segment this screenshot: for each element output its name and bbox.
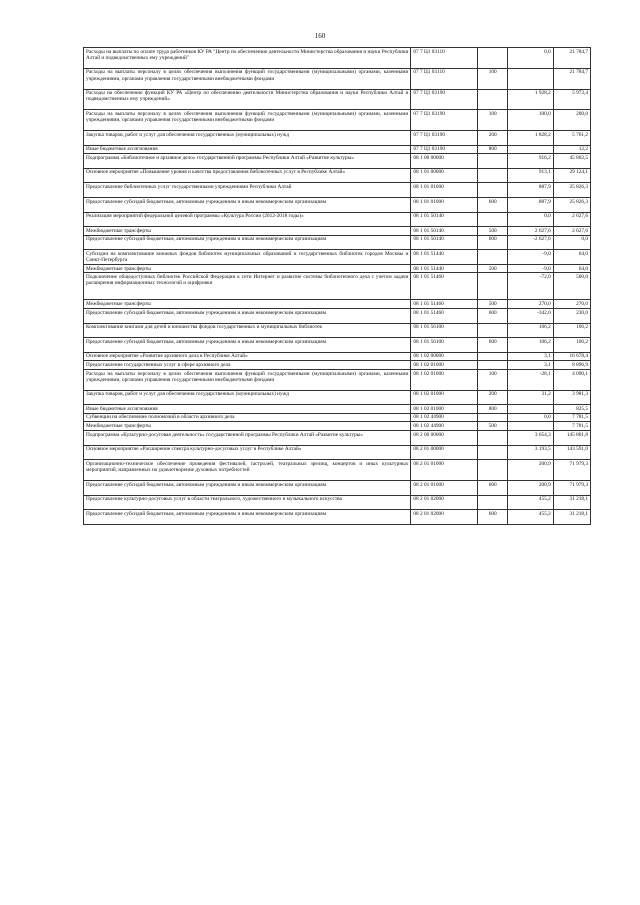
- row-total-cell: 4 090,1: [553, 369, 590, 390]
- row-name-cell: Основное мероприятие «Развитие архивного дела в Республике Алтай»: [84, 352, 411, 361]
- row-expense-type-cell: 500: [478, 227, 508, 236]
- row-change-cell: 887,9: [508, 183, 554, 198]
- row-name-cell: Иные бюджетные ассигнования: [84, 145, 411, 154]
- row-change-cell: 2 627,6: [508, 227, 554, 236]
- row-code-cell: 07 7 Ц1 03190: [411, 145, 478, 154]
- row-change-cell: 916,2: [508, 154, 554, 169]
- row-code-cell: 08 1 01 01000: [411, 183, 478, 198]
- row-expense-type-cell: [478, 48, 508, 69]
- table-row: [84, 309, 591, 324]
- row-total-cell: 2 627,6: [553, 212, 590, 227]
- row-code-cell: 07 7 Ц1 03190: [411, 131, 478, 146]
- row-total-cell: 21 784,7: [553, 68, 590, 89]
- row-total-cell: 2 627,6: [553, 227, 590, 236]
- row-total-cell: 64,0: [553, 264, 590, 273]
- row-change-cell: 0,0: [508, 48, 554, 69]
- row-total-cell: 5 973,4: [553, 89, 590, 110]
- row-change-cell: 1 928,2: [508, 89, 554, 110]
- row-code-cell: 08 1 01 51460: [411, 273, 478, 300]
- row-total-cell: 106,2: [553, 338, 590, 353]
- row-total-cell: 25 826,3: [553, 198, 590, 213]
- row-change-cell: [508, 68, 554, 89]
- row-code-cell: 08 1 01 56100: [411, 323, 478, 338]
- row-expense-type-cell: 500: [478, 264, 508, 273]
- row-expense-type-cell: 600: [478, 309, 508, 324]
- row-total-cell: 106,2: [553, 323, 590, 338]
- row-code-cell: 07 7 Ц1 03110: [411, 68, 478, 89]
- row-code-cell: 08 1 02 44900: [411, 422, 478, 431]
- table-row: [84, 89, 591, 110]
- row-change-cell: -342,0: [508, 309, 554, 324]
- row-name-cell: Предоставление субсидий бюджетным, автономным учреждениям и иным некоммерческим организациям: [84, 235, 411, 250]
- row-expense-type-cell: 100: [478, 369, 508, 390]
- row-total-cell: 7 781,5: [553, 413, 590, 422]
- row-change-cell: 0,0: [508, 413, 554, 422]
- row-code-cell: 08 1 01 01000: [411, 198, 478, 213]
- row-name-cell: Комплектование книгами для детей и юношества фондов государственных и муниципальных библиотек: [84, 323, 411, 338]
- row-change-cell: -28,1: [508, 369, 554, 390]
- row-code-cell: 08 1 02 44900: [411, 413, 478, 422]
- row-change-cell: 3 193,5: [508, 445, 554, 460]
- row-expense-type-cell: [478, 250, 508, 265]
- row-change-cell: 455,2: [508, 495, 554, 510]
- row-code-cell: 08 1 02 01000: [411, 361, 478, 370]
- row-total-cell: 7 781,5: [553, 422, 590, 431]
- row-change-cell: 106,2: [508, 323, 554, 338]
- row-expense-type-cell: 200: [478, 131, 508, 146]
- row-total-cell: 3 981,3: [553, 390, 590, 405]
- row-total-cell: 500,0: [553, 273, 590, 300]
- row-name-cell: Межбюджетные трансферты: [84, 422, 411, 431]
- row-expense-type-cell: 600: [478, 235, 508, 250]
- row-total-cell: 31 218,1: [553, 510, 590, 525]
- row-name-cell: Предоставление библиотечных услуг государственными учреждениями Республики Алтай: [84, 183, 411, 198]
- table-row: [84, 369, 591, 390]
- row-expense-type-cell: 600: [478, 338, 508, 353]
- row-expense-type-cell: 800: [478, 145, 508, 154]
- row-expense-type-cell: 500: [478, 422, 508, 431]
- row-name-cell: Предоставление культурно-досуговых услуг в области театрального, художественного и музыкального искусства: [84, 495, 411, 510]
- table-row: [84, 413, 591, 422]
- page-number: 160: [314, 32, 326, 40]
- row-name-cell: Расходы на обеспечение функций КУ РА «Центр по обеспечению деятельности Министерства образования и науки Республики Алтай и подведомственных ему учреждений»: [84, 89, 411, 110]
- table-row: [84, 48, 591, 69]
- table-row: [84, 422, 591, 431]
- row-name-cell: Организационно-техническое обеспечение проведения фестивалей, гастролей, театральных зрелищ, концертов и иных культурных мероприятий, направленных на удовлетворение духовных потребностей: [84, 460, 411, 481]
- row-change-cell: 100,0: [508, 110, 554, 131]
- row-expense-type-cell: [478, 154, 508, 169]
- row-total-cell: 16 678,4: [553, 352, 590, 361]
- row-change-cell: 3,1: [508, 352, 554, 361]
- row-name-cell: Реализация мероприятий федеральной целевой программы «Культура России (2012-2018 годы)»: [84, 212, 411, 227]
- row-code-cell: 08 1 01 50140: [411, 227, 478, 236]
- row-code-cell: 08 1 01 51460: [411, 309, 478, 324]
- row-expense-type-cell: 600: [478, 198, 508, 213]
- row-name-cell: Предоставление субсидий бюджетным, автономным учреждениям и иным некоммерческим организациям: [84, 338, 411, 353]
- table-row: [84, 264, 591, 273]
- row-code-cell: 07 7 Ц1 03190: [411, 110, 478, 131]
- table-row: [84, 227, 591, 236]
- row-name-cell: Расходы на выплаты по оплате труда работников КУ РА "Центр по обеспечению деятельности Министерства образования и науки Республики Алтай и подведомственных ему учреждений": [84, 48, 411, 69]
- table-row: [84, 273, 591, 300]
- row-change-cell: -9,0: [508, 250, 554, 265]
- row-change-cell: 0,0: [508, 212, 554, 227]
- row-code-cell: 08 1 01 00000: [411, 168, 478, 183]
- row-code-cell: 08 1 02 00000: [411, 352, 478, 361]
- row-name-cell: Иные бюджетные ассигнования: [84, 405, 411, 414]
- row-change-cell: 455,2: [508, 510, 554, 525]
- row-expense-type-cell: 100: [478, 110, 508, 131]
- row-name-cell: Межбюджетные трансферты: [84, 300, 411, 309]
- row-total-cell: 825,5: [553, 405, 590, 414]
- row-name-cell: Межбюджетные трансферты: [84, 264, 411, 273]
- table-row: [84, 198, 591, 213]
- row-expense-type-cell: 800: [478, 405, 508, 414]
- row-total-cell: 29 124,1: [553, 168, 590, 183]
- row-code-cell: 08 2 00 00000: [411, 431, 478, 446]
- row-change-cell: -9,0: [508, 264, 554, 273]
- table-row: [84, 235, 591, 250]
- table-row: [84, 110, 591, 131]
- row-total-cell: 270,0: [553, 300, 590, 309]
- row-expense-type-cell: 600: [478, 480, 508, 495]
- row-name-cell: Закупка товаров, работ и услуг для обеспечения государственных (муниципальных) нужд: [84, 131, 411, 146]
- row-name-cell: Предоставление субсидий бюджетным, автономным учреждениям и иным некоммерческим организациям: [84, 510, 411, 525]
- row-total-cell: 71 979,3: [553, 460, 590, 481]
- row-change-cell: 3 654,3: [508, 431, 554, 446]
- row-total-cell: 71 979,3: [553, 480, 590, 495]
- row-expense-type-cell: [478, 183, 508, 198]
- row-code-cell: 08 1 01 51440: [411, 264, 478, 273]
- row-change-cell: 3,1: [508, 361, 554, 370]
- row-expense-type-cell: [478, 460, 508, 481]
- row-name-cell: Подключение общедоступных библиотек Российской Федерации к сети Интернет и развитие системы библиотечного дела с учетом задачи расширения информационных технологий и оцифровки: [84, 273, 411, 300]
- table-row: [84, 68, 591, 89]
- row-change-cell: 106,2: [508, 338, 554, 353]
- row-code-cell: 08 1 01 51460: [411, 300, 478, 309]
- row-change-cell: 31,2: [508, 390, 554, 405]
- row-expense-type-cell: 600: [478, 510, 508, 525]
- row-expense-type-cell: 500: [478, 300, 508, 309]
- row-expense-type-cell: [478, 352, 508, 361]
- row-change-cell: 1 828,2: [508, 131, 554, 146]
- table-row: [84, 154, 591, 169]
- row-code-cell: 08 2 01 01000: [411, 460, 478, 481]
- row-total-cell: 5 761,2: [553, 131, 590, 146]
- row-code-cell: 08 1 01 56100: [411, 338, 478, 353]
- row-expense-type-cell: [478, 273, 508, 300]
- row-code-cell: 08 2 01 02000: [411, 495, 478, 510]
- row-total-cell: 45 802,5: [553, 154, 590, 169]
- row-code-cell: 08 1 02 01000: [411, 405, 478, 414]
- table-row: [84, 168, 591, 183]
- table-row: [84, 460, 591, 481]
- row-expense-type-cell: [478, 168, 508, 183]
- row-expense-type-cell: [478, 413, 508, 422]
- row-name-cell: Межбюджетные трансферты: [84, 227, 411, 236]
- row-change-cell: 200,9: [508, 460, 554, 481]
- row-expense-type-cell: [478, 495, 508, 510]
- row-name-cell: Расходы на выплаты персоналу в целях обеспечения выполнения функций государственными (муниципальными) органами, казенными учреждениями, органами управления государственными внебюджетными фондами: [84, 110, 411, 131]
- row-total-cell: 0,0: [553, 235, 590, 250]
- table-row: [84, 390, 591, 405]
- row-name-cell: Расходы на выплаты персоналу в целях обеспечения выполнения функций государственными (муниципальными) органами, казенными учреждениями, органами управления государственными внебюджетными фондами: [84, 369, 411, 390]
- row-code-cell: 07 7 Ц1 03190: [411, 89, 478, 110]
- row-code-cell: 08 2 01 02000: [411, 510, 478, 525]
- table-row: [84, 510, 591, 525]
- row-total-cell: 143 591,0: [553, 445, 590, 460]
- row-total-cell: 200,0: [553, 110, 590, 131]
- row-expense-type-cell: [478, 89, 508, 110]
- row-name-cell: Предоставление субсидий бюджетным, автономным учреждениям и иным некоммерческим организациям: [84, 309, 411, 324]
- table-row: [84, 405, 591, 414]
- table-row: [84, 431, 591, 446]
- row-total-cell: 230,0: [553, 309, 590, 324]
- row-change-cell: [508, 422, 554, 431]
- table-row: [84, 352, 591, 361]
- row-total-cell: 25 826,3: [553, 183, 590, 198]
- row-expense-type-cell: [478, 361, 508, 370]
- row-expense-type-cell: [478, 445, 508, 460]
- row-name-cell: Субвенции на обеспечение полномочий в области архивного дела: [84, 413, 411, 422]
- table-row: [84, 212, 591, 227]
- row-name-cell: Предоставление субсидий бюджетным, автономным учреждениям и иным некоммерческим организациям: [84, 480, 411, 495]
- table-row: [84, 338, 591, 353]
- table-row: [84, 250, 591, 265]
- row-change-cell: [508, 145, 554, 154]
- table-row: [84, 131, 591, 146]
- row-expense-type-cell: 100: [478, 68, 508, 89]
- table-row: [84, 361, 591, 370]
- row-total-cell: 64,0: [553, 250, 590, 265]
- row-name-cell: Расходы на выплаты персоналу в целях обеспечения выполнения функций государственными (муниципальными) органами, казенными учреждениями, органами управления государственными внебюджетными фондами: [84, 68, 411, 89]
- table-row: [84, 145, 591, 154]
- row-change-cell: 913,1: [508, 168, 554, 183]
- row-change-cell: 270,0: [508, 300, 554, 309]
- table-row: [84, 495, 591, 510]
- row-code-cell: 08 1 01 50140: [411, 212, 478, 227]
- row-name-cell: Предоставление субсидий бюджетным, автономным учреждениям и иным некоммерческим организациям: [84, 198, 411, 213]
- row-code-cell: 07 7 Ц1 03110: [411, 48, 478, 69]
- row-expense-type-cell: [478, 431, 508, 446]
- row-total-cell: 31 218,1: [553, 495, 590, 510]
- row-total-cell: 8 896,9: [553, 361, 590, 370]
- row-name-cell: Закупка товаров, работ и услуг для обеспечения государственных (муниципальных) нужд: [84, 390, 411, 405]
- row-change-cell: 200,9: [508, 480, 554, 495]
- row-name-cell: Основное мероприятие «Повышение уровня и качества предоставления библиотечных услуг в Республике Алтай»: [84, 168, 411, 183]
- row-change-cell: [508, 405, 554, 414]
- row-name-cell: Основное мероприятие «Расширение спектра культурно-досуговых услуг в Республике Алтай»: [84, 445, 411, 460]
- row-total-cell: 145 801,8: [553, 431, 590, 446]
- row-name-cell: Подпрограмма «Культурно-досуговая деятельность» государственной программы Республики Алтай «Развитие культуры»: [84, 431, 411, 446]
- row-total-cell: 21 784,7: [553, 48, 590, 69]
- row-change-cell: 887,9: [508, 198, 554, 213]
- table-row: [84, 480, 591, 495]
- row-code-cell: 08 1 00 00000: [411, 154, 478, 169]
- row-expense-type-cell: 200: [478, 390, 508, 405]
- table-row: [84, 300, 591, 309]
- table-row: [84, 445, 591, 460]
- row-code-cell: 08 1 01 50140: [411, 235, 478, 250]
- row-code-cell: 08 1 01 51440: [411, 250, 478, 265]
- table-row: [84, 183, 591, 198]
- row-code-cell: 08 2 01 01000: [411, 480, 478, 495]
- budget-table-body: [84, 48, 591, 525]
- row-expense-type-cell: [478, 212, 508, 227]
- row-total-cell: 12,2: [553, 145, 590, 154]
- budget-table: [83, 47, 591, 525]
- row-name-cell: Подпрограмма «Библиотечное и архивное дело» государственной программы Республики Алтай «Развитие культуры»: [84, 154, 411, 169]
- row-code-cell: 08 1 02 01000: [411, 369, 478, 390]
- row-name-cell: Субсидии на комплектование книжных фондов библиотек муниципальных образований и государственных библиотек городов Москвы и Санкт-Петербурга: [84, 250, 411, 265]
- table-row: [84, 323, 591, 338]
- row-code-cell: 08 1 02 01000: [411, 390, 478, 405]
- row-name-cell: Предоставление государственных услуг в сфере архивного дела: [84, 361, 411, 370]
- row-change-cell: -2 627,6: [508, 235, 554, 250]
- row-change-cell: -72,0: [508, 273, 554, 300]
- row-code-cell: 08 2 01 00000: [411, 445, 478, 460]
- row-expense-type-cell: [478, 323, 508, 338]
